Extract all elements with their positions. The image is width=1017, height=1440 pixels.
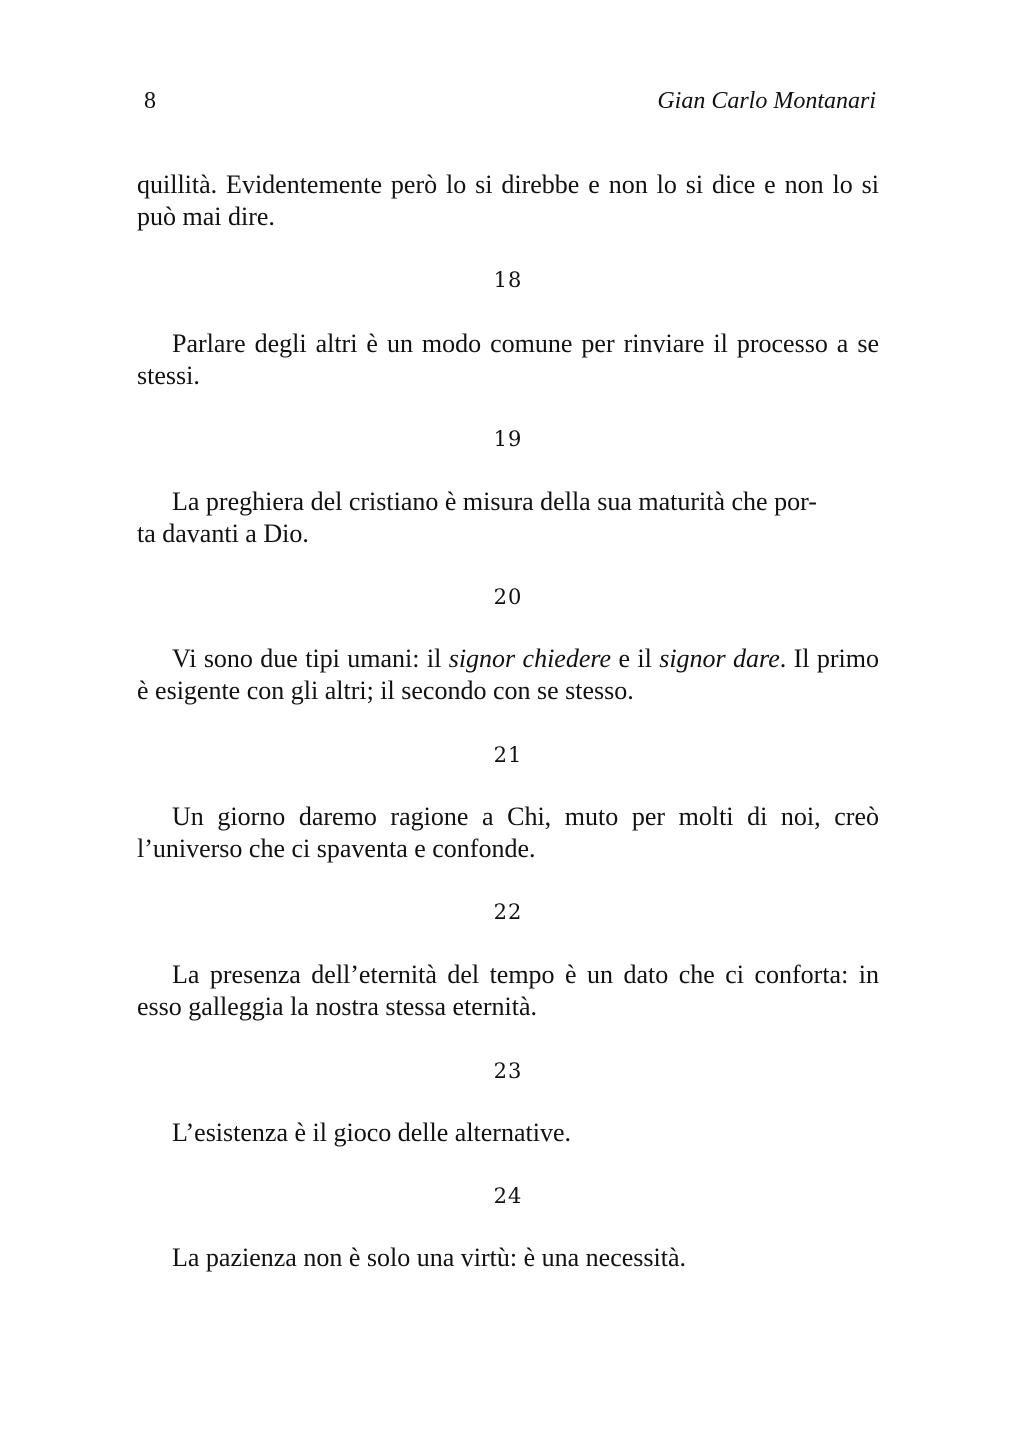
- section-number: 22: [493, 900, 523, 924]
- aphorism-text: . Il primo è esigente con gli altri; il secondo con se stesso.: [137, 644, 879, 705]
- section-number: 21: [493, 743, 523, 767]
- section-number: 19: [493, 427, 523, 451]
- aphorism-line: ta davanti a Dio.: [137, 519, 309, 548]
- section-number: 18: [493, 268, 523, 292]
- page-number: 8: [144, 88, 156, 114]
- section-number: 24: [493, 1184, 523, 1208]
- section-number: 20: [493, 585, 523, 609]
- aphorism-paragraph: La pazienza non è solo una virtù: è una necessità.: [172, 1243, 687, 1272]
- aphorism-line: La preghiera del cristiano è misura della sua maturità che por-: [172, 487, 817, 516]
- aphorism-text: Vi sono due tipi umani: il: [172, 644, 449, 673]
- aphorism-paragraph: Parlare degli altri è un modo comune per rinviare il processo a se stessi.: [137, 329, 879, 390]
- aphorism-paragraph: [137, 643, 879, 707]
- running-header: [144, 88, 876, 118]
- aphorism-paragraph: L’esistenza è il gioco delle alternative.: [172, 1118, 571, 1147]
- aphorism-emphasis: signor chiedere: [448, 644, 612, 673]
- aphorism-emphasis: signor dare: [659, 644, 780, 673]
- continuation-paragraph: quillità. Evidentemente però lo si direbbe e non lo si dice e non lo si può mai dire.: [137, 170, 879, 231]
- running-title: Gian Carlo Montanari: [657, 88, 876, 114]
- section-number: 23: [493, 1059, 523, 1083]
- aphorism-paragraph: La presenza dell’eternità del tempo è un dato che ci conforta: in esso galleggia la nostra stessa eternità.: [137, 960, 879, 1021]
- aphorism-text: e il: [611, 644, 660, 673]
- aphorism-paragraph: Un giorno daremo ragione a Chi, muto per molti di noi, creò l’universo che ci spaventa e confonde.: [137, 802, 879, 863]
- aphorism-paragraph: [137, 486, 879, 550]
